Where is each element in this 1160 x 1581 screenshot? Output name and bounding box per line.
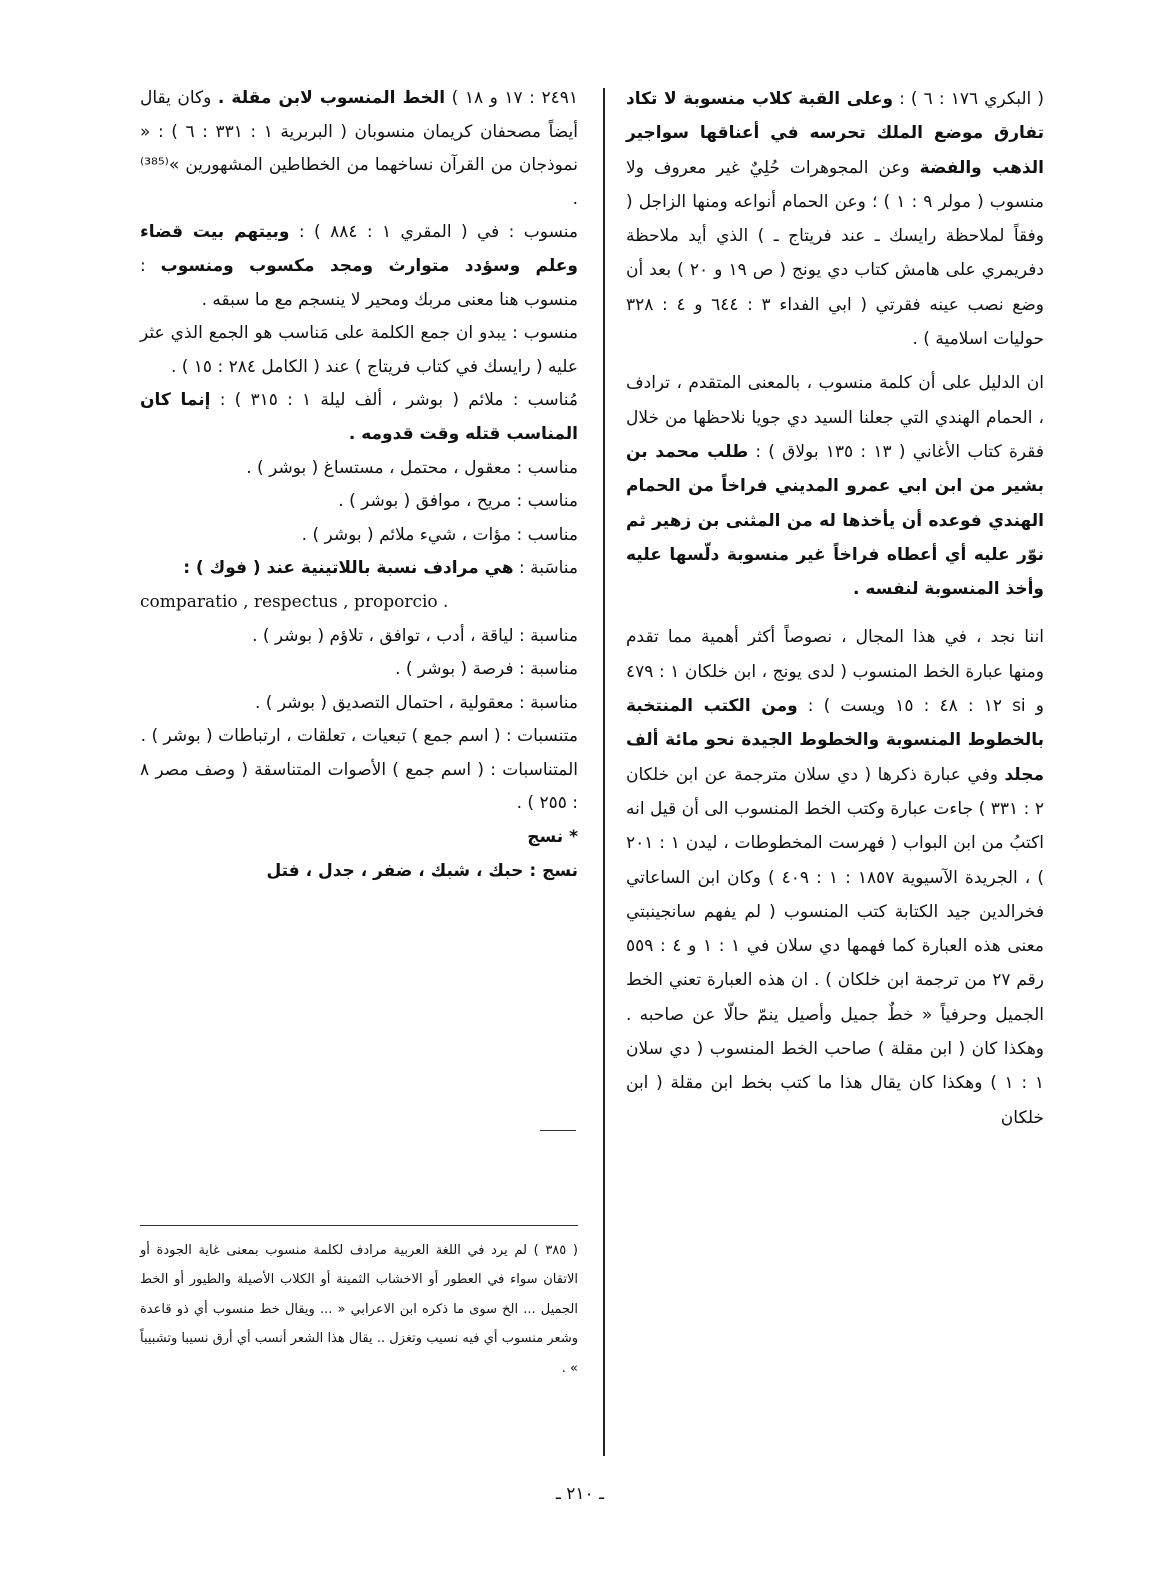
- footnote: [140, 1236, 578, 1383]
- entry: مناسب : مريح ، موافق ( بوشر ) .: [338, 491, 578, 512]
- entry: مناسبة : معقولية ، احتمال التصديق ( بوشر ) .: [255, 692, 578, 713]
- footnote-text: ( ٣٨٥ ) لم يرد في اللغة العربية مرادف لكلمة منسوب بمعنى غاية الجودة أو الاتقان سواء في العطور أو الاخشاب الثمينة أو الكلاب الأصيلة والطيور أو الخط الجميل ... الخ سوى ما ذكره ابن الاعرابي « ... ويقال خط منسوب أي ذو قاعدة وشعر منسوب أي فيه نسيب وتغزل .. يقال هذا الشعر أنسب أي أرق نسيبا وتشبيباً » .: [140, 1243, 578, 1376]
- entry: مناسب : معقول ، محتمل ، مستساغ ( بوشر ) .: [246, 457, 578, 478]
- entry: المتناسبات : ( اسم جمع ) الأصوات المتناسقة ( وصف مصر ٨ : ٢٥٥ ) .: [140, 759, 578, 814]
- root-heading: * نسج: [527, 827, 578, 848]
- column-divider: [603, 88, 605, 1456]
- entry: منسوب : يبدو ان جمع الكلمة على مَناسب هو الجمع الذي عثر عليه ( رايسك في كتاب فريتاج ) عند ( الكامل ٢٨٤ : ١٥ ) .: [140, 323, 578, 377]
- entry: مُناسب : ملائم ( بوشر ، ألف ليلة ١ : ٣١٥ ) : إنما كان المناسب قتله وقت قدومه .: [140, 390, 578, 444]
- page-number: ـ ٢١٠ ـ: [555, 1484, 605, 1504]
- entry: مناسبة : فرصة ( بوشر ) .: [395, 659, 578, 680]
- paragraph: ان الدليل على أن كلمة منسوب ، بالمعنى المتقدم ، ترادف ، الحمام الهندي التي جعلنا السيد دي جويا نلاحظها من خلال فقرة كتاب الأغاني ( ١٣ : ١٣٥ بولاق ) : طلب محمد بن بشير من ابن ابي عمرو المديني فراخاً من الحمام الهندي فوعده أن يأخذها له من المثنى بن زهير ثم نوّر عليه أي أعطاه فراخاً غير منسوبة دلّسها عليه وأخذ المنسوبة لنفسه .: [626, 373, 1044, 600]
- latin-terms: comparatio , respectus , proporcio .: [140, 591, 449, 612]
- entry: متنسبات : ( اسم جمع ) تبعيات ، تعلقات ، ارتباطات ( بوشر ) .: [140, 726, 578, 747]
- paragraph: اننا نجد ، في هذا المجال ، نصوصاً أكثر أهمية مما تقدم ومنها عبارة الخط المنسوب ( لدى يونج ، ابن خلكان ١ : ٤٧٩ و si ١٢ : ٤٨ : ١٥ ويست ) : ومن الكتب المنتخبة بالخطوط المنسوبة والخطوط الجيدة نحو مائة ألف مجلد وفي عبارة ذكرها ( دي سلان مترجمة عن ابن خلكان ٢ : ٣٣١ ) جاءت عبارة وكتب الخط المنسوب الى أن قيل انه اكتبُ من ابن البواب ( فهرست المخطوطات ، ليدن ١ : ٢٠١ ) ، الجريدة الآسيوية ١٨٥٧ : ١ : ٤٠٩ ) وكان ابن الساعاتي فخرالدين جيد الكتابة كتب المنسوب ( لم يفهم سانجينبتي معنى هذه العبارة كما فهمها دي سلان في ١ : ١ و ٤ : ٥٥٩ رقم ٢٧ من ترجمة ابن خلكان ) . ان هذه العبارة تعني الخط الجميل وحرفياً « خطٌ جميل وأصيل ينمّ حالّا عن صاحبه . وهكذا كان ( ابن مقلة ) صاحب الخط المنسوب ( دي سلان ١ : ١ ) وهكذا كان يقال هذا ما كتب بخط ابن مقلة ( ابن خلكان: [626, 627, 1044, 1128]
- entry: مناسبة : لياقة ، أدب ، توافق ، تلاؤم ( بوشر ) .: [252, 625, 578, 646]
- entry: مناسب : مؤات ، شيء ملائم ( بوشر ) .: [301, 524, 578, 545]
- entry: ٢٤٩١ : ١٧ و ١٨ ) الخط المنسوب لابن مقلة . وكان يقال أيضاً مصحفان كريمان منسوبان ( البربرية ١ : ٣٣١ : ٦ ) : « نموذجان من القرآن نساخهما من الخطاطين المشهورين »⁽³⁸⁵⁾ .: [140, 88, 578, 209]
- heading-rule: [540, 1130, 576, 1131]
- footnote-rule: [140, 1225, 578, 1226]
- entry: منسوب : في ( المقري ١ : ٨٨٤ ) : وبيتهم بيت قضاء وعلم وسؤدد متوارث ومجد مكسوب ومنسوب : منسوب هنا معنى مربك ومحير لا ينسجم مع ما سبقه .: [140, 222, 578, 310]
- entry: مناسَبة : هي مرادف نسبة باللاتينية عند ( فوك ) :: [183, 558, 578, 579]
- entry: نسج : حبك ، شبك ، ضفر ، جدل ، فتل: [266, 860, 578, 881]
- paragraph: ( البكري ١٧٦ : ٦ ) : وعلى القبة كلاب منسوبة لا تكاد تفارق موضع الملك تحرسه في أعناقها سواجير الذهب والفضة وعن المجوهرات حُلِيٌ غير معروف ولا منسوب ( مولر ٩ : ١ ) ؛ وعن الحمام أنواعه ومنها الزاجل ( وفقاً لملاحظة رايسك ـ عند فريتاج ـ ) الذي أيد ملاحظة دفريمري على هامش كتاب دي يونج ( ص ١٩ و ٢٠ ) بعد أن وضع نصب عينه فقرتي ( ابي الفداء ٣ : ٦٤٤ و ٤ : ٣٢٨ حوليات اسلامية ) .: [626, 89, 1045, 350]
- left-column: [140, 82, 578, 888]
- right-column: [626, 82, 1044, 1135]
